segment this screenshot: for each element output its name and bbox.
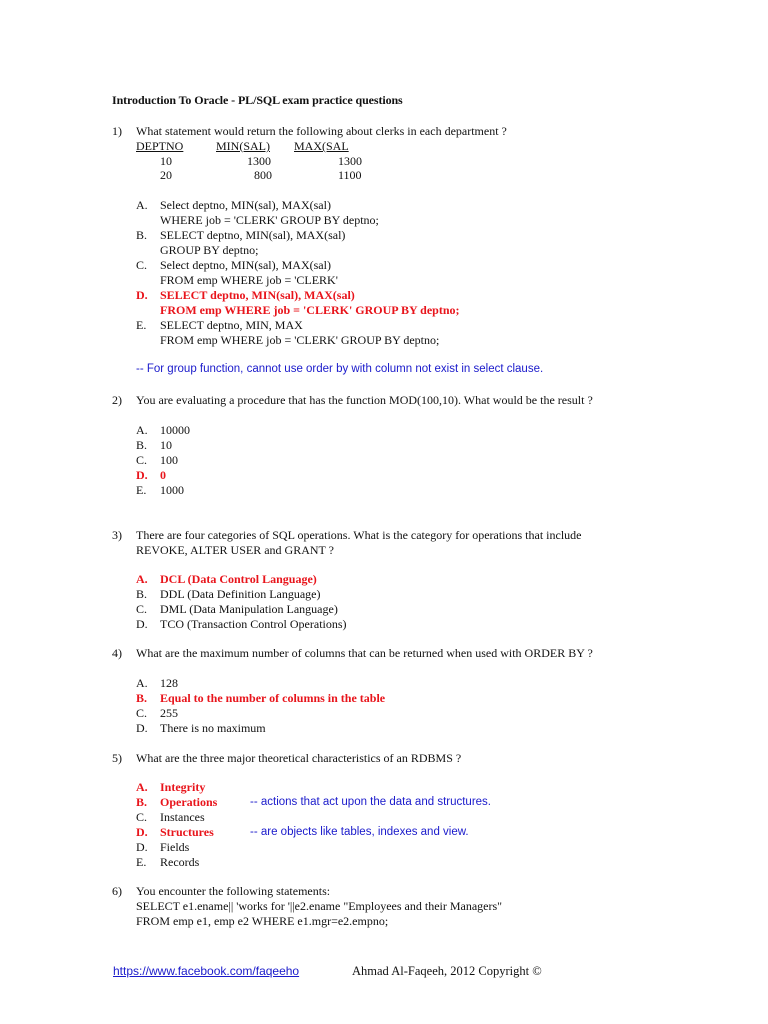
option-letter: C. [136, 453, 148, 467]
option-text: 100 [160, 453, 178, 467]
question-number: 5) [112, 751, 122, 765]
option-letter: B. [136, 228, 148, 242]
option-text: 255 [160, 706, 178, 720]
option-text: DCL (Data Control Language) [160, 572, 317, 586]
table-cell: 1300 [247, 154, 271, 168]
option-text: 10 [160, 438, 172, 452]
option-text: Operations [160, 795, 218, 809]
sql-statement-line-2: FROM emp e1, emp e2 WHERE e1.mgr=e2.empno; [136, 914, 389, 928]
option-text: 128 [160, 676, 178, 690]
document-title: Introduction To Oracle - PL/SQL exam practice questions [112, 93, 403, 107]
option-letter: C. [136, 810, 148, 824]
question-text: What statement would return the following about clerks in each department ? [136, 124, 507, 138]
option-letter: E. [136, 483, 147, 497]
option-letter: D. [136, 468, 148, 482]
question-text: What are the three major theoretical characteristics of an RDBMS ? [136, 751, 462, 765]
sql-statement-line-1: SELECT e1.ename|| 'works for '||e2.ename "Employees and their Managers" [136, 899, 503, 913]
option-text: 10000 [160, 423, 190, 437]
option-text: SELECT deptno, MIN(sal), MAX(sal) [160, 288, 355, 302]
option-text: 1000 [160, 483, 184, 497]
option-text: TCO (Transaction Control Operations) [160, 617, 347, 631]
question-number: 3) [112, 528, 122, 542]
table-cell: 800 [254, 168, 272, 182]
question-number: 4) [112, 646, 122, 660]
option-text: FROM emp WHERE job = 'CLERK' [160, 273, 338, 287]
option-text: Select deptno, MIN(sal), MAX(sal) [160, 258, 331, 272]
option-text: WHERE job = 'CLERK' GROUP BY deptno; [160, 213, 379, 227]
option-text: SELECT deptno, MIN(sal), MAX(sal) [160, 228, 346, 242]
option-letter: D. [136, 840, 148, 854]
option-text: FROM emp WHERE job = 'CLERK' GROUP BY deptno; [160, 303, 460, 317]
question-text: What are the maximum number of columns that can be returned when used with ORDER BY ? [136, 646, 593, 660]
table-cell: 10 [160, 154, 172, 168]
table-header: DEPTNO [136, 139, 184, 153]
option-letter: D. [136, 721, 148, 735]
table-cell: 20 [160, 168, 172, 182]
option-text: DDL (Data Definition Language) [160, 587, 321, 601]
option-letter: B. [136, 587, 148, 601]
option-text: DML (Data Manipulation Language) [160, 602, 338, 616]
question-text: REVOKE, ALTER USER and GRANT ? [136, 543, 334, 557]
option-text: There is no maximum [160, 721, 266, 735]
question-text: There are four categories of SQL operations. What is the category for operations that include [136, 528, 582, 542]
question-number: 1) [112, 124, 122, 138]
option-note: -- actions that act upon the data and structures. [250, 796, 492, 808]
option-letter: A. [136, 423, 148, 437]
option-letter: A. [136, 676, 148, 690]
option-letter: C. [136, 258, 148, 272]
table-header: MAX(SAL [294, 139, 349, 153]
option-letter: E. [136, 855, 147, 869]
option-text: 0 [160, 468, 166, 482]
option-letter: A. [136, 780, 148, 794]
table-header: MIN(SAL) [216, 139, 270, 153]
table-cell: 1300 [338, 154, 362, 168]
option-text: Select deptno, MIN(sal), MAX(sal) [160, 198, 331, 212]
option-text: Integrity [160, 780, 206, 794]
option-letter: C. [136, 706, 148, 720]
question-text: You encounter the following statements: [136, 884, 331, 898]
option-letter: C. [136, 602, 148, 616]
option-text: FROM emp WHERE job = 'CLERK' GROUP BY deptno; [160, 333, 440, 347]
option-text: GROUP BY deptno; [160, 243, 259, 257]
option-letter: D. [136, 617, 148, 631]
option-text: SELECT deptno, MIN, MAX [160, 318, 303, 332]
option-text: Structures [160, 825, 214, 839]
question-text: You are evaluating a procedure that has the function MOD(100,10). What would be the result ? [136, 393, 593, 407]
footer-facebook-link[interactable]: https://www.facebook.com/faqeeho [113, 964, 300, 978]
option-letter: E. [136, 318, 147, 332]
table-cell: 1100 [338, 168, 362, 182]
explanation-note: -- For group function, cannot use order by with column not exist in select clause. [136, 363, 544, 375]
footer-copyright: Ahmad Al-Faqeeh, 2012 Copyright © [352, 964, 542, 978]
option-letter: B. [136, 795, 148, 809]
option-letter: A. [136, 572, 148, 586]
option-letter: A. [136, 198, 148, 212]
option-text: Equal to the number of columns in the table [160, 691, 386, 705]
option-text: Fields [160, 840, 190, 854]
option-text: Instances [160, 810, 205, 824]
question-number: 2) [112, 393, 122, 407]
option-letter: D. [136, 288, 148, 302]
option-letter: B. [136, 438, 148, 452]
option-text: Records [160, 855, 200, 869]
question-number: 6) [112, 884, 122, 898]
option-letter: B. [136, 691, 148, 705]
option-note: -- are objects like tables, indexes and view. [250, 826, 469, 838]
option-letter: D. [136, 825, 148, 839]
